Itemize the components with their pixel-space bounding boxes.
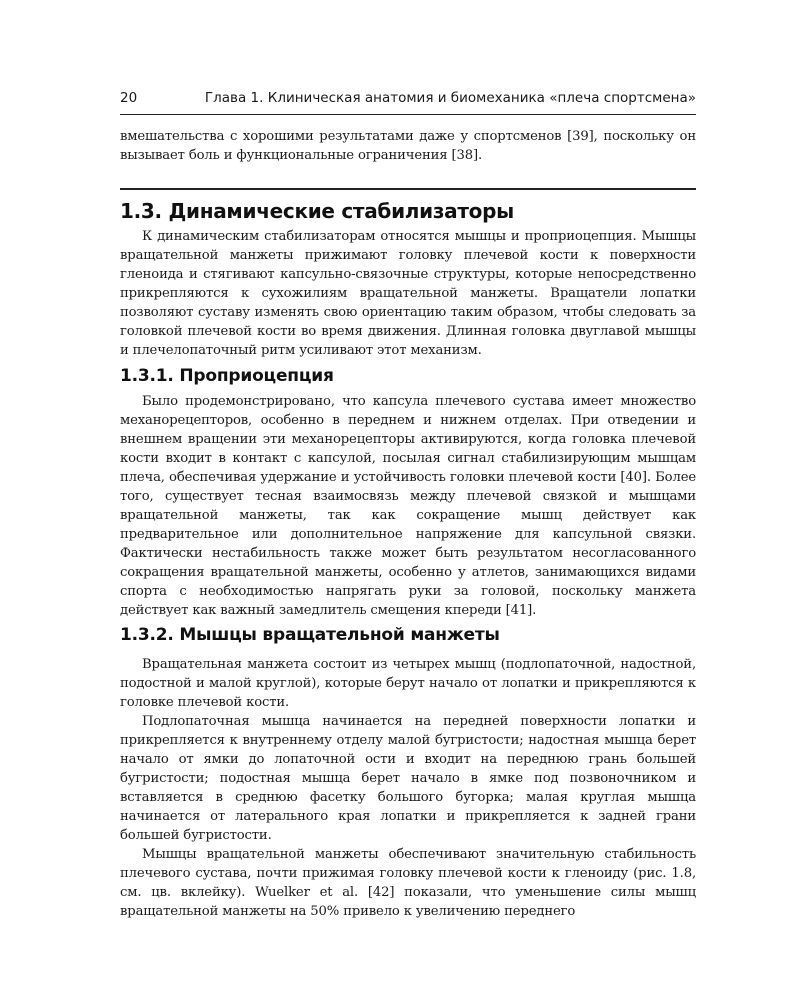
section-divider [120,188,696,190]
running-header [120,90,696,106]
header-divider [120,114,696,115]
section-1-3-2-body [120,655,696,921]
section-1-3-1-paragraph: Было продемонстрировано, что капсула плечевого сустава имеет множество механорецепторов, особенно в переднем и нижнем отделах. При отведении и внешнем вращении эти механорецепторы активируются, когда головка плечевой кости входит в контакт с капсулой, посылая сигнал стабилизирующим мышцам плеча, обеспечивая удержание и устойчивость головки плечевой кости [40]. Более того, существует тесная взаимосвязь между плечевой связкой и мышцами вращательной манжеты, так как сокращение мышц действует как предварительное или дополнительное напряжение для капсульной связки. Фактически нестабильность также может быть результатом несогласованного сокращения вращательной манжеты, особенно у атлетов, занимающихся видами спорта с необходимостью напрягать руки за головой, поскольку манжета действует как важный замедлитель смещения кпереди [41]. [120,394,696,618]
intro-paragraph: вмешательства с хорошими результатами даже у спортсменов [39], поскольку он вызывает боль и функциональные ограничения [38]. [120,129,696,163]
section-heading-1-3-1: 1.3.1. Проприоцепция [120,366,334,386]
chapter-title: Глава 1. Клиническая анатомия и биомеханика «плеча спортсмена» [204,90,696,106]
section-heading-1-3: 1.3. Динамические стабилизаторы [120,199,514,223]
page-number: 20 [120,90,138,106]
section-1-3-2-paragraph: Подлопаточная мышца начинается на передней поверхности лопатки и прикрепляется к внутреннему отделу малой бугристости; надостная мышца берет начало от ямки до лопаточной ости и входит на переднюю грань большей бугристости; подостная мышца берет начало в ямке под позвоночником и вставляется в среднюю фасетку большого бугорка; малая круглая мышца начинается от латерального края лопатки и прикрепляется к задней грани большей бугристости. [120,714,696,843]
section-1-3-paragraph: К динамическим стабилизаторам относятся мышцы и проприоцепция. Мышцы вращательной манжеты прижимают головку плечевой кости к поверхности гленоида и стягивают капсульно-связочные структуры, которые непосредственно прикрепляются к сухожилиям вращательной манжеты. Вращатели лопатки позволяют суставу изменять свою ориентацию таким образом, чтобы следовать за головкой плечевой кости во время движения. Длинная головка двуглавой мышцы и плечелопаточный ритм усиливают этот механизм. [120,229,696,358]
section-heading-1-3-2: 1.3.2. Мышцы вращательной манжеты [120,625,500,645]
section-1-3-2-paragraph: Вращательная манжета состоит из четырех мышц (подлопаточной, надостной, подостной и малой круглой), которые берут начало от лопатки и прикрепляются к головке плечевой кости. [120,657,696,710]
section-1-3-2-paragraph: Мышцы вращательной манжеты обеспечивают значительную стабильность плечевого сустава, почти прижимая головку плечевой кости к гленоиду (рис. 1.8, см. цв. вклейку). Wuelker et al. [42] показали, что уменьшение силы мышц вращательной манжеты на 50% привело к увеличению переднего [120,847,696,919]
